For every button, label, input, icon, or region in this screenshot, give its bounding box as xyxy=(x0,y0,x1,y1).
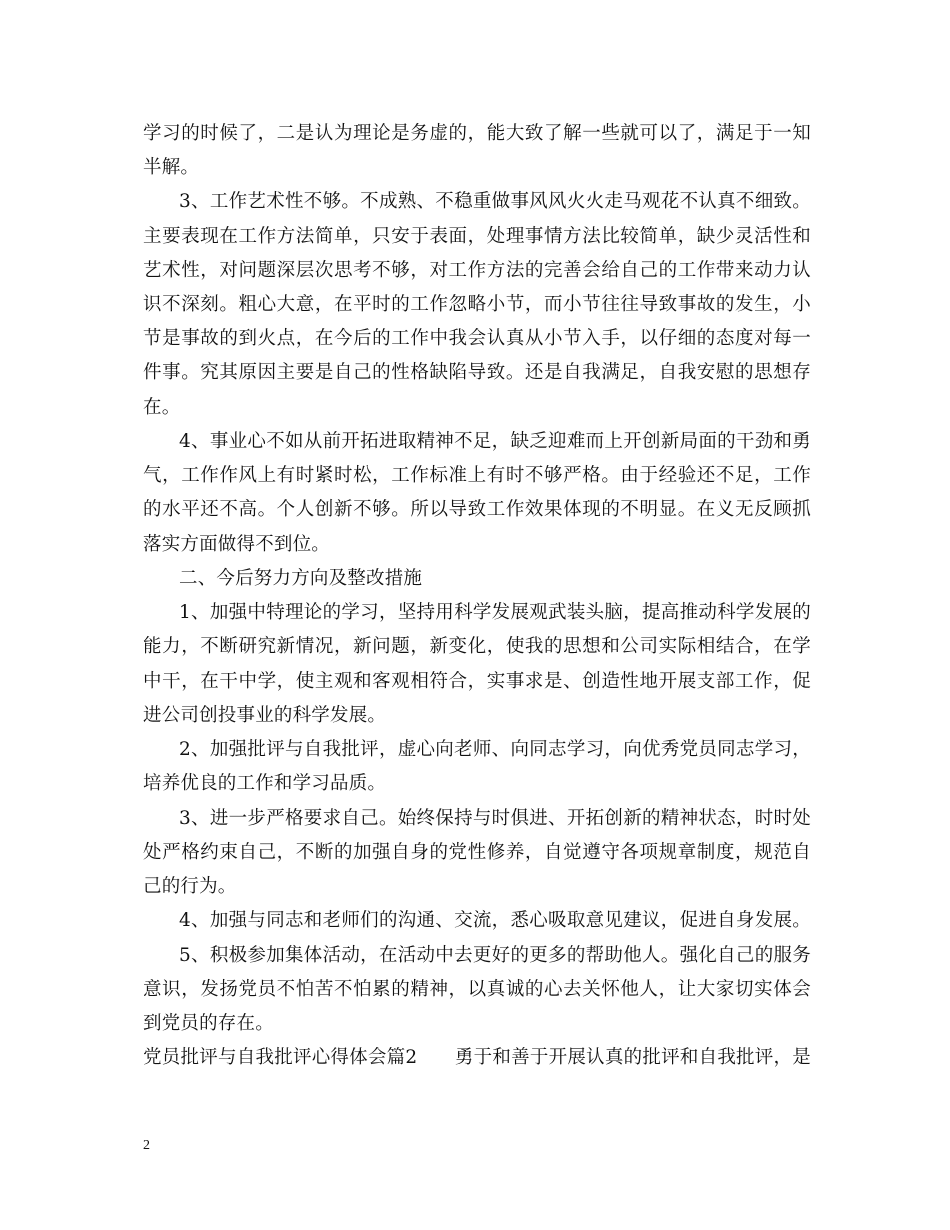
text-line: 1、加强中特理论的学习，坚持用科学发展观武装头脑，提高推动科学发展的 xyxy=(179,602,811,623)
text-line: 的水平还不高。个人创新不够。所以导致工作效果体现的不明显。在义无反顾抓 xyxy=(143,499,811,520)
text-line: 进公司创投事业的科学发展。 xyxy=(143,705,387,726)
text-line: 件事。究其原因主要是自己的性格缺陷导致。还是自我满足，自我安慰的思想存 xyxy=(143,362,811,383)
text-line: 在。 xyxy=(143,397,181,418)
text-line: 2、加强批评与自我批评，虚心向老师、向同志学习，向优秀党员同志学习， xyxy=(179,739,811,760)
text-line: 党员批评与自我批评心得体会篇2 勇于和善于开展认真的批评和自我批评，是 xyxy=(143,1047,811,1068)
text-line: 处严格约束自己，不断的加强自身的党性修养，自觉遵守各项规章制度，规范自 xyxy=(143,842,811,863)
text-line: 5、积极参加集体活动，在活动中去更好的更多的帮助他人。强化自己的服务 xyxy=(179,945,811,966)
text-line: 3、进一步严格要求自己。始终保持与时俱进、开拓创新的精神状态，时时处 xyxy=(179,808,811,829)
text-line: 3、工作艺术性不够。不成熟、不稳重做事风风火火走马观花不认真不细致。 xyxy=(179,191,811,212)
section-heading: 二、今后努力方向及整改措施 xyxy=(179,568,423,589)
text-line: 艺术性，对问题深层次思考不够，对工作方法的完善会给自己的工作带来动力认 xyxy=(143,260,811,281)
text-line: 己的行为。 xyxy=(143,876,237,897)
text-line: 学习的时候了，二是认为理论是务虚的，能大致了解一些就可以了，满足于一知 xyxy=(143,123,811,144)
text-line: 中干，在干中学，使主观和客观相符合，实事求是、创造性地开展支部工作，促 xyxy=(143,671,811,692)
page-number: 2 xyxy=(143,1138,150,1153)
text-line: 意识，发扬党员不怕苦不怕累的精神，以真诚的心去关怀他人，让大家切实体会 xyxy=(143,979,811,1000)
text-line: 落实方面做得不到位。 xyxy=(143,534,331,555)
text-line: 4、事业心不如从前开拓进取精神不足，缺乏迎难而上开创新局面的干劲和勇 xyxy=(179,431,811,452)
text-line: 半解。 xyxy=(143,157,200,178)
text-line: 气，工作作风上有时紧时松，工作标准上有时不够严格。由于经验还不足，工作 xyxy=(143,465,811,486)
text-line: 主要表现在工作方法简单，只安于表面，处理事情方法比较简单，缺少灵活性和 xyxy=(143,226,811,247)
text-line: 培养优良的工作和学习品质。 xyxy=(143,773,387,794)
text-line: 节是事故的到火点，在今后的工作中我会认真从小节入手，以仔细的态度对每一 xyxy=(143,328,811,349)
text-line: 4、加强与同志和老师们的沟通、交流，悉心吸取意见建议，促进自身发展。 xyxy=(179,910,811,931)
text-line: 识不深刻。粗心大意，在平时的工作忽略小节，而小节往往导致事故的发生，小 xyxy=(143,294,811,315)
text-line: 到党员的存在。 xyxy=(143,1013,274,1034)
text-line: 能力，不断研究新情况，新问题，新变化，使我的思想和公司实际相结合，在学 xyxy=(143,636,811,657)
